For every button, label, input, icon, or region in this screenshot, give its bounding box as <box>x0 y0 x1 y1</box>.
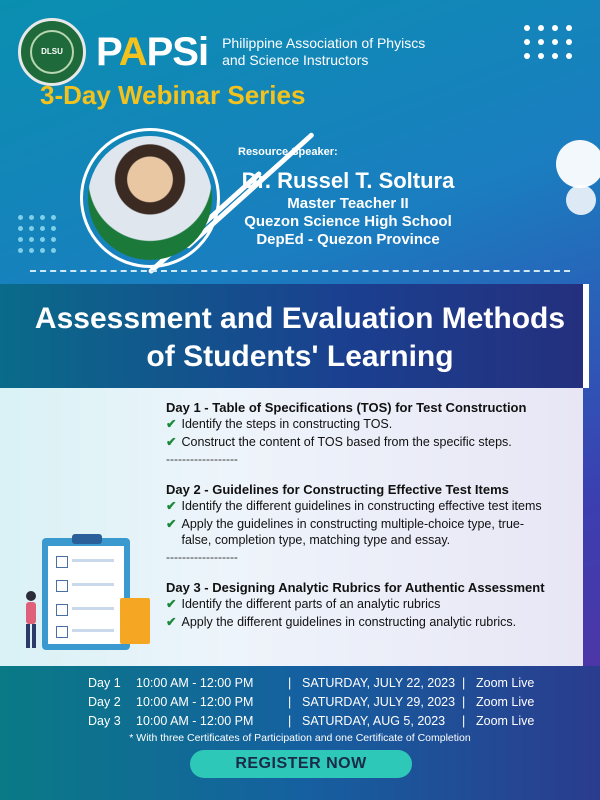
org-name <box>222 35 425 70</box>
clipboard-icon <box>42 538 130 650</box>
speaker-info <box>238 146 458 248</box>
speaker-name: Dr. Russel T. Soltura <box>241 168 455 193</box>
event-label: 3-Day Webinar Series <box>40 80 306 110</box>
schedule-row: Day 1 10:00 AM - 12:00 PM | SATURDAY, JULY 22, 2023 | Zoom Live <box>88 676 535 690</box>
org-name-line2: and Science Instructors <box>222 52 369 68</box>
day-1-section <box>166 400 546 466</box>
check-icon: ✔ <box>166 434 177 449</box>
day-1-title: Day 1 - Table of Specifications (TOS) for Test Construction <box>166 400 527 415</box>
check-icon: ✔ <box>166 417 177 431</box>
day-2-section <box>166 482 546 564</box>
check-icon: ✔ <box>166 499 177 514</box>
divider <box>30 270 570 272</box>
list-item: ✔ Apply the different guidelines in constructing analytic rubrics. <box>166 614 517 629</box>
check-icon: ✔ <box>166 516 177 531</box>
separator: ------------------ <box>166 452 238 467</box>
checklist-illustration <box>22 530 157 660</box>
main-title-line1: Assessment and Evaluation Methods <box>34 302 566 335</box>
decorative-dots-icon <box>524 25 572 59</box>
papsi-logo: PAPSi <box>96 29 209 74</box>
speaker-position: Master Teacher II <box>287 195 409 212</box>
person-icon <box>22 590 40 650</box>
seal-emblem-icon: DLSU <box>30 30 74 74</box>
university-seal <box>18 18 86 86</box>
list-item: ✔ Construct the content of TOS based from the specific steps. <box>166 434 512 449</box>
schedule-row: Day 2 10:00 AM - 12:00 PM | SATURDAY, JULY 29, 2023 | Zoom Live <box>88 695 535 709</box>
check-icon: ✔ <box>166 597 177 612</box>
speaker-photo-frame <box>80 128 220 268</box>
speaker-school: Quezon Science High School <box>244 213 452 230</box>
check-icon: ✔ <box>166 614 177 629</box>
list-item: ✔ Identify the different parts of an analytic rubrics <box>166 597 441 612</box>
org-name-line1: Philippine Association of Phyiscs <box>222 34 426 51</box>
list-item: ✔ Apply the guidelines in constructing multiple-choice type, true-false, completion type, matching type and essay. <box>166 516 525 547</box>
speaker-photo <box>88 136 212 260</box>
list-item: ✔ Identify the steps in constructing TOS. <box>166 417 393 431</box>
decorative-bubble <box>556 140 600 188</box>
main-title-line2: of Students' Learning <box>146 339 454 373</box>
decorative-bubble <box>566 185 596 215</box>
list-item: ✔ Identify the different guidelines in constructing effective test items <box>166 499 542 514</box>
day-outline <box>166 400 546 632</box>
day-3-section <box>166 580 546 630</box>
header-logos <box>18 18 425 86</box>
schedule-row: Day 3 10:00 AM - 12:00 PM | SATURDAY, AUG 5, 2023 | Zoom Live <box>88 714 535 728</box>
main-title <box>0 300 600 375</box>
pencil-cup-icon <box>120 598 150 644</box>
separator: ------------------ <box>166 550 238 565</box>
day-2-title: Day 2 - Guidelines for Constructing Effective Test Items <box>166 482 509 498</box>
speaker-label: Resource Speaker: <box>238 146 338 158</box>
certificate-note: * With three Certificates of Participation and one Certificate of Completion <box>129 732 471 744</box>
decorative-dots-left-icon <box>18 215 56 253</box>
register-button[interactable]: REGISTER NOW <box>190 750 412 778</box>
day-3-title: Day 3 - Designing Analytic Rubrics for Authentic Assessment <box>166 580 545 596</box>
speaker-office: DepEd - Quezon Province <box>256 231 440 248</box>
